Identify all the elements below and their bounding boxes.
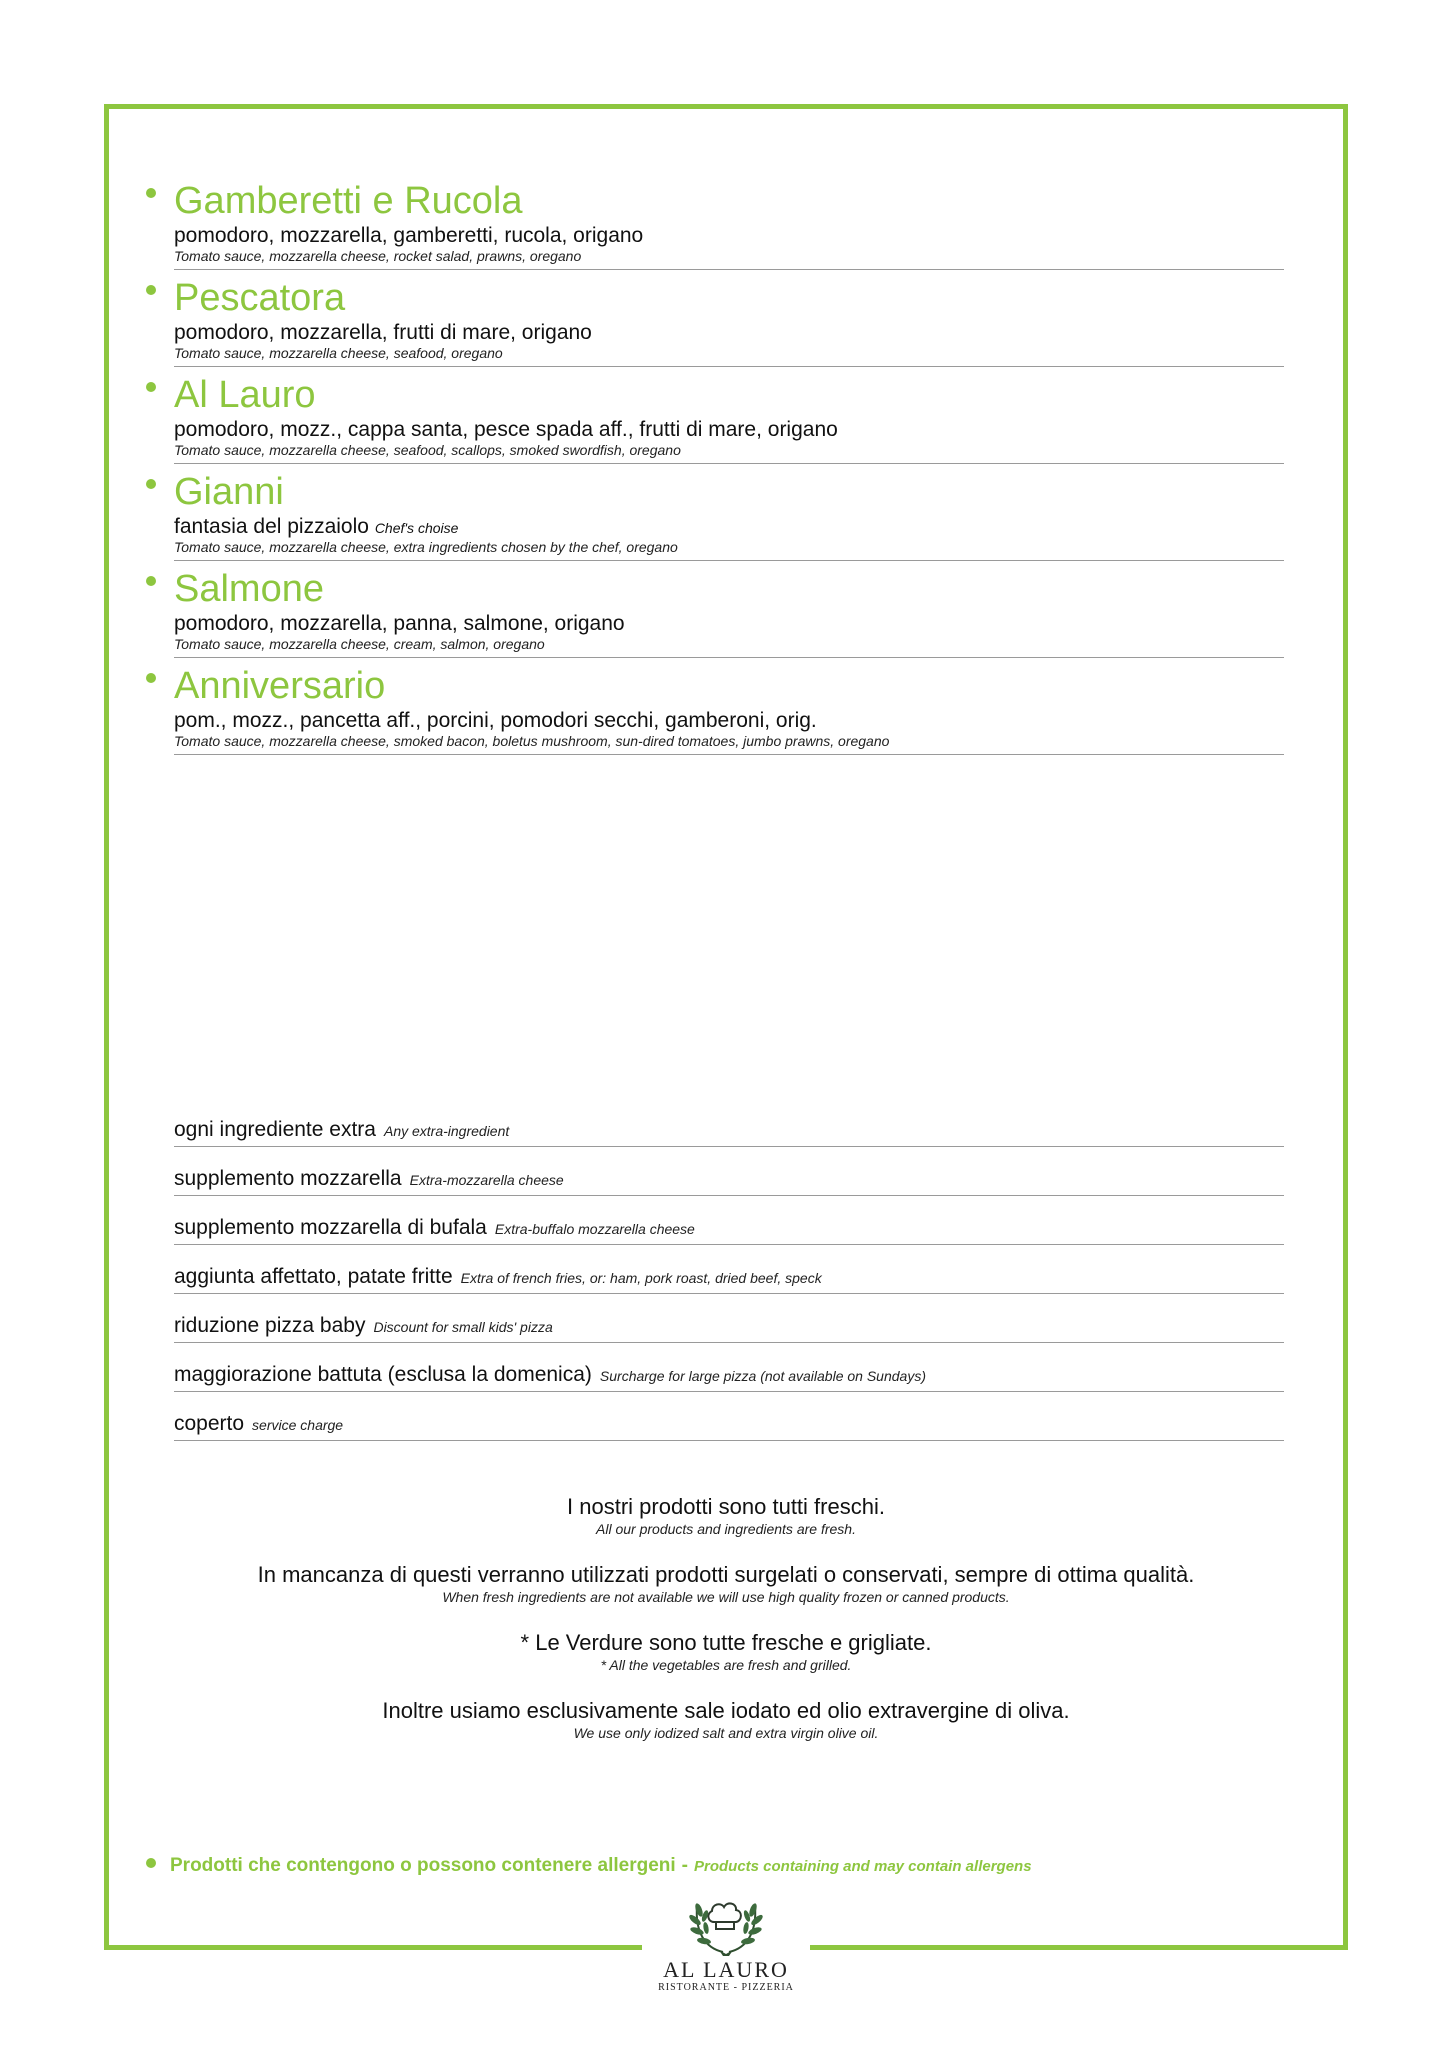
note — [104, 1562, 1348, 1630]
extras-list — [174, 1112, 1284, 1455]
extra-label-it: supplemento mozzarella di bufala — [174, 1216, 487, 1239]
pizza-name: Pescatora — [174, 277, 346, 319]
pizza-ingredients-en: Tomato sauce, mozzarella cheese, extra ingredients chosen by the chef, oregano — [174, 539, 678, 555]
pizza-ingredients-it-text: pomodoro, mozzarella, gamberetti, rucola, origano — [174, 224, 644, 247]
bullet-icon — [146, 479, 156, 489]
note-it: Inoltre usiamo esclusivamente sale iodato ed olio extravergine di oliva. — [382, 1698, 1070, 1723]
bullet-icon — [146, 673, 156, 683]
extra-label-en: service charge — [252, 1417, 344, 1433]
logo-name: AL LAURO — [663, 1957, 789, 1982]
extra-label-en: Discount for small kids' pizza — [373, 1319, 553, 1335]
restaurant-logo — [642, 1892, 810, 2012]
pizza-name: Al Lauro — [174, 374, 316, 416]
divider — [174, 1342, 1284, 1343]
bullet-icon — [146, 1858, 156, 1868]
pizza-ingredients-it-text: pomodoro, mozzarella, panna, salmone, origano — [174, 612, 625, 635]
divider — [174, 1195, 1284, 1196]
divider — [174, 1244, 1284, 1245]
pizza-ingredients-it — [174, 514, 458, 541]
pizza-ingredients-it-text: pomodoro, mozzarella, frutti di mare, origano — [174, 321, 592, 344]
allergen-notice — [146, 1855, 1032, 1877]
pizza-list — [146, 178, 1286, 760]
pizza-ingredients-note: Chef's choise — [374, 520, 459, 536]
pizza-ingredients-it — [174, 320, 592, 346]
divider — [174, 1440, 1284, 1441]
pizza-name: Salmone — [174, 568, 324, 610]
note-en: * All the vegetables are fresh and grilled. — [600, 1657, 852, 1673]
divider — [174, 1293, 1284, 1294]
extra-label-it: maggiorazione battuta (esclusa la domenica) — [174, 1363, 592, 1386]
note-en: All our products and ingredients are fresh. — [596, 1521, 856, 1537]
extra-label-en: Any extra-ingredient — [383, 1123, 510, 1139]
extra-item — [174, 1161, 1284, 1210]
pizza-ingredients-en: Tomato sauce, mozzarella cheese, seafood, oregano — [174, 345, 503, 361]
note — [104, 1494, 1348, 1562]
laurel-wreath-chef-hat-icon — [681, 1892, 771, 1956]
divider — [174, 1146, 1284, 1147]
note-it: In mancanza di questi verranno utilizzati prodotti surgelati o conservati, sempre di ottima qualità. — [257, 1562, 1195, 1587]
extra-item — [174, 1308, 1284, 1357]
pizza-ingredients-it — [174, 708, 817, 734]
divider — [174, 1391, 1284, 1392]
bullet-icon — [146, 576, 156, 586]
note — [104, 1630, 1348, 1698]
pizza-name: Anniversario — [174, 665, 386, 707]
divider — [174, 754, 1284, 755]
note — [104, 1698, 1348, 1766]
divider — [174, 560, 1284, 561]
note-it: * Le Verdure sono tutte fresche e grigliate. — [520, 1630, 932, 1655]
note-en: When fresh ingredients are not available we will use high quality frozen or canned products. — [442, 1589, 1010, 1605]
pizza-ingredients-en: Tomato sauce, mozzarella cheese, smoked bacon, boletus mushroom, sun-dired tomatoes, jumbo prawns, oregano — [174, 733, 890, 749]
note-it: I nostri prodotti sono tutti freschi. — [567, 1494, 885, 1519]
pizza-item — [146, 469, 1286, 566]
extra-item — [174, 1259, 1284, 1308]
extra-item — [174, 1112, 1284, 1161]
pizza-ingredients-it — [174, 611, 625, 637]
pizza-ingredients-it — [174, 417, 838, 443]
pizza-ingredients-it-text: fantasia del pizzaiolo — [174, 515, 369, 538]
divider — [174, 657, 1284, 658]
note-en: We use only iodized salt and extra virgin olive oil. — [573, 1725, 879, 1741]
pizza-item — [146, 663, 1286, 760]
pizza-item — [146, 178, 1286, 275]
allergen-separator: - — [681, 1855, 688, 1876]
pizza-ingredients-en: Tomato sauce, mozzarella cheese, rocket salad, prawns, oregano — [174, 248, 582, 264]
pizza-ingredients-it-text: pomodoro, mozz., cappa santa, pesce spada aff., frutti di mare, origano — [174, 418, 838, 441]
allergen-text-en: Products containing and may contain allergens — [693, 1858, 1032, 1875]
extra-label-en: Extra of french fries, or: ham, pork roast, dried beef, speck — [460, 1270, 822, 1286]
bullet-icon — [146, 382, 156, 392]
pizza-ingredients-it — [174, 223, 643, 249]
divider — [174, 269, 1284, 270]
extra-label-it: riduzione pizza baby — [174, 1314, 366, 1337]
pizza-ingredients-en: Tomato sauce, mozzarella cheese, cream, salmon, oregano — [174, 636, 545, 652]
extra-label-en: Extra-buffalo mozzarella cheese — [494, 1221, 695, 1237]
divider — [174, 463, 1284, 464]
extra-label-en: Surcharge for large pizza (not available on Sundays) — [599, 1368, 926, 1384]
logo-subtitle: RISTORANTE - PIZZERIA — [658, 1982, 794, 1993]
pizza-ingredients-en: Tomato sauce, mozzarella cheese, seafood, scallops, smoked swordfish, oregano — [174, 442, 681, 458]
extra-item — [174, 1357, 1284, 1406]
extra-label-it: ogni ingrediente extra — [174, 1118, 376, 1141]
extra-label-en: Extra-mozzarella cheese — [409, 1172, 564, 1188]
pizza-item — [146, 566, 1286, 663]
extra-label-it: supplemento mozzarella — [174, 1167, 402, 1190]
pizza-item — [146, 275, 1286, 372]
extra-item — [174, 1406, 1284, 1455]
extra-item — [174, 1210, 1284, 1259]
pizza-ingredients-it-text: pom., mozz., pancetta aff., porcini, pomodori secchi, gamberoni, orig. — [174, 709, 817, 732]
allergen-text-it: Prodotti che contengono o possono contenere allergeni — [170, 1855, 676, 1876]
pizza-name: Gianni — [174, 471, 284, 513]
divider — [174, 366, 1284, 367]
notes-section — [104, 1494, 1348, 1766]
bullet-icon — [146, 285, 156, 295]
pizza-item — [146, 372, 1286, 469]
pizza-name: Gamberetti e Rucola — [174, 180, 523, 222]
bullet-icon — [146, 188, 156, 198]
extra-label-it: coperto — [174, 1412, 245, 1435]
extra-label-it: aggiunta affettato, patate fritte — [174, 1265, 453, 1288]
